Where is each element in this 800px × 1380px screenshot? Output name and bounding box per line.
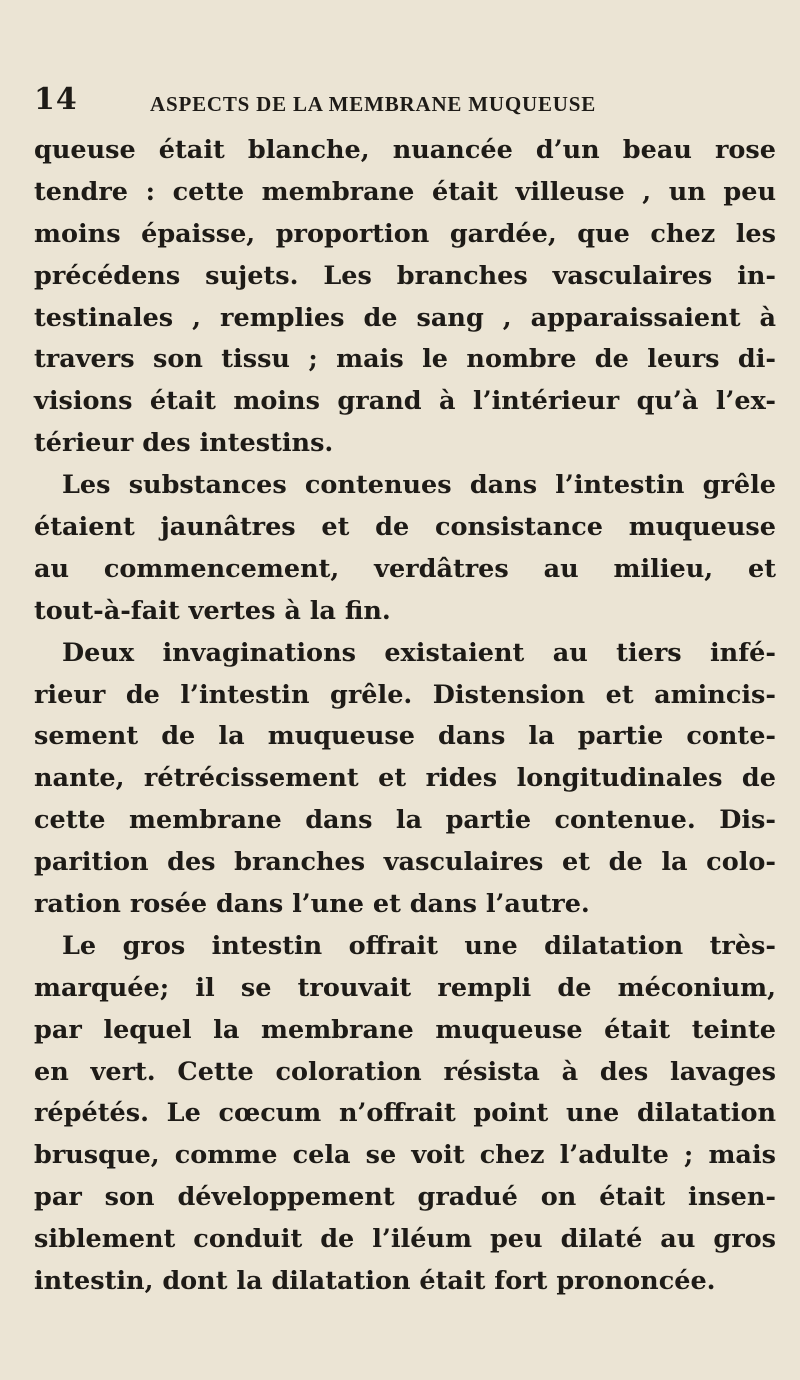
text-line: nante, rétrécissement et rides longitudinales de	[34, 763, 776, 794]
text-line: visions était moins grand à l’intérieur qu’à l’ex-	[34, 386, 776, 417]
text-line: Le gros intestin offrait une dilatation très-	[62, 930, 776, 961]
text-line: brusque, comme cela se voit chez l’adulte ; mais	[34, 1140, 776, 1171]
text-line: tendre : cette membrane était villeuse , un peu	[34, 176, 776, 207]
text-line: térieur des intestins.	[34, 428, 334, 459]
text-line: répétés. Le cœcum n’offrait point une dilatation	[34, 1098, 776, 1129]
text-line: siblement conduit de l’iléum peu dilaté au gros	[34, 1224, 776, 1255]
text-line: intestin, dont la dilatation était fort prononcée.	[34, 1266, 716, 1297]
text-line: tout-à-fait vertes à la fin.	[34, 595, 391, 626]
text-line: en vert. Cette coloration résista à des lavages	[34, 1056, 776, 1087]
page-number: 14	[34, 82, 78, 117]
running-head	[34, 82, 774, 120]
text-line: parition des branches vasculaires et de la colo-	[34, 847, 776, 878]
running-title: ASPECTS DE LA MEMBRANE MUQUEUSE	[150, 92, 597, 116]
text-line: sement de la muqueuse dans la partie conte-	[34, 721, 776, 752]
text-line: par son développement gradué on était insen-	[34, 1182, 776, 1213]
text-line: au commencement, verdâtres au milieu, et	[34, 553, 776, 584]
text-line: par lequel la membrane muqueuse était teinte	[34, 1014, 776, 1045]
text-line: ration rosée dans l’une et dans l’autre.	[34, 889, 590, 920]
text-line: rieur de l’intestin grêle. Distension et amincis-	[34, 679, 776, 710]
text-line: précédens sujets. Les branches vasculaires in-	[34, 260, 776, 291]
text-line: cette membrane dans la partie contenue. Dis-	[34, 805, 776, 836]
text-line: queuse était blanche, nuancée d’un beau rose	[34, 135, 776, 165]
text-line: Les substances contenues dans l’intestin grêle	[62, 470, 776, 501]
text-line: testinales , remplies de sang , apparaissaient à	[34, 302, 776, 333]
text-line: Deux invaginations existaient au tiers infé-	[62, 637, 776, 668]
text-line: moins épaisse, proportion gardée, que chez les	[34, 218, 776, 249]
text-line: étaient jaunâtres et de consistance muqueuse	[34, 512, 776, 543]
text-line: marquée; il se trouvait rempli de méconium,	[34, 972, 776, 1003]
body-text	[34, 130, 776, 1303]
text-line: travers son tissu ; mais le nombre de leurs di-	[34, 344, 776, 375]
